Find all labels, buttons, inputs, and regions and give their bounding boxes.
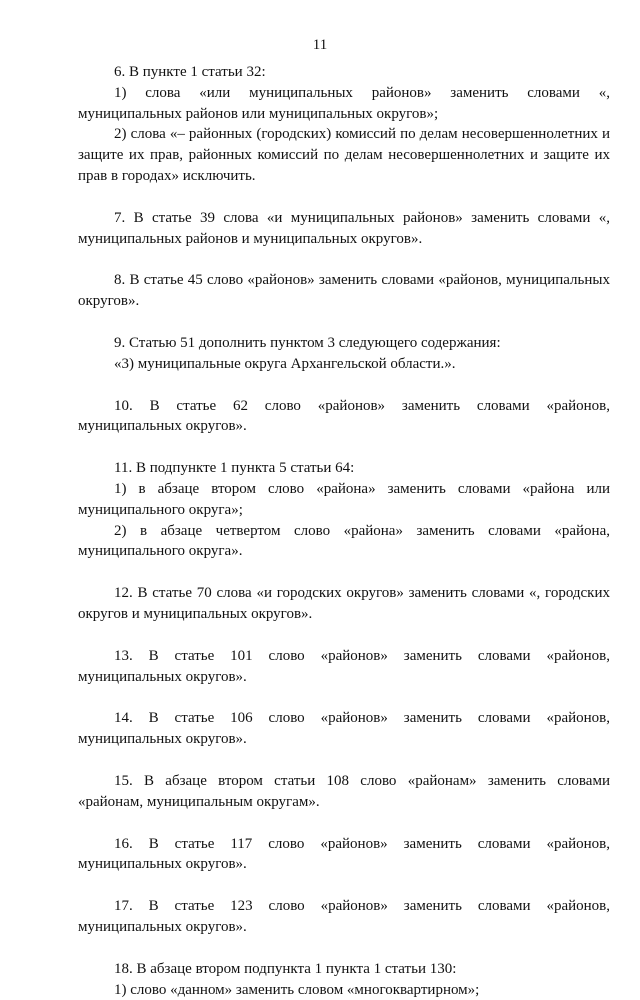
amendment-subitem: 1) в абзаце втором слово «района» заменить словами «района или муниципального округа»; — [78, 479, 610, 521]
amendment-item: 7. В статье 39 слова «и муниципальных районов» заменить словами «, муниципальных районов и муниципальных округов». — [78, 208, 610, 250]
amendment-item: 15. В абзаце втором статьи 108 слово «районам» заменить словами «районам, муниципальным округам». — [78, 771, 610, 813]
amendment-item: 12. В статье 70 слова «и городских округов» заменить словами «, городских округов и муниципальных округов». — [78, 583, 610, 625]
amendment-intro: 18. В абзаце втором подпункта 1 пункта 1 статьи 130: — [78, 959, 610, 980]
amendment-item: 16. В статье 117 слово «районов» заменить словами «районов, муниципальных округов». — [78, 834, 610, 876]
amendment-intro: 9. Статью 51 дополнить пунктом 3 следующего содержания: — [78, 333, 610, 354]
amendment-item: 14. В статье 106 слово «районов» заменить словами «районов, муниципальных округов». — [78, 708, 610, 750]
amendment-intro: 11. В подпункте 1 пункта 5 статьи 64: — [78, 458, 610, 479]
document-body — [78, 62, 610, 1000]
amendment-subitem: 2) в абзаце четвертом слово «района» заменить словами «района, муниципального округа». — [78, 521, 610, 563]
amendment-item — [78, 959, 610, 1000]
amendment-item — [78, 458, 610, 562]
amendment-item: 10. В статье 62 слово «районов» заменить словами «районов, муниципальных округов». — [78, 396, 610, 438]
amendment-item: 8. В статье 45 слово «районов» заменить словами «районов, муниципальных округов». — [78, 270, 610, 312]
amendment-subitem: 1) слово «данном» заменить словом «многоквартирном»; — [78, 980, 610, 1000]
amendment-item: 17. В статье 123 слово «районов» заменить словами «районов, муниципальных округов». — [78, 896, 610, 938]
amendment-subitem: «3) муниципальные округа Архангельской области.». — [78, 354, 610, 375]
amendment-item — [78, 62, 610, 187]
page-number: 11 — [0, 36, 640, 54]
amendment-subitem: 1) слова «или муниципальных районов» заменить словами «, муниципальных районов или муниципальных округов»; — [78, 83, 610, 125]
amendment-subitem: 2) слова «– районных (городских) комиссий по делам несовершеннолетних и защите их прав, районных комиссий по делам несовершеннолетних и защите их прав в городах» исключить. — [78, 124, 610, 186]
amendment-intro: 6. В пункте 1 статьи 32: — [78, 62, 610, 83]
amendment-item: 13. В статье 101 слово «районов» заменить словами «районов, муниципальных округов». — [78, 646, 610, 688]
amendment-item — [78, 333, 610, 375]
